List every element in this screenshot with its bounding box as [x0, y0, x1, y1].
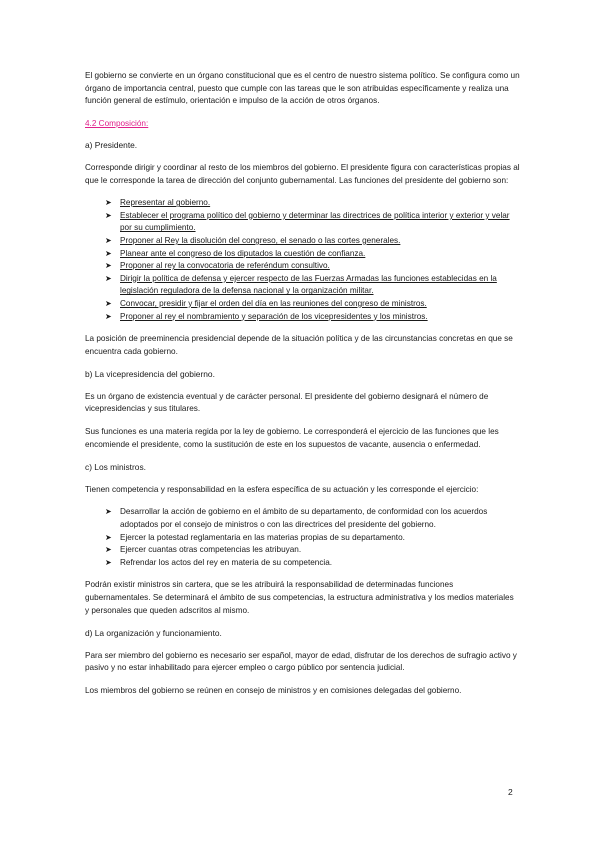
list-item: ➤ Convocar, presidir y fijar el orden del día en las reuniones del congreso de ministros.	[105, 298, 520, 311]
subsection-d-text-2: Los miembros del gobierno se reúnen en consejo de ministros y en comisiones delegadas del gobierno.	[85, 685, 462, 695]
list-item: ➤ Proponer al Rey la disolución del congreso, el senado o las cortes generales.	[105, 235, 520, 248]
list-item: ➤ Dirigir la política de defensa y ejercer respecto de las Fuerzas Armadas las funciones establecidas en la legislación reguladora de la defensa nacional y la organización militar.	[105, 273, 497, 296]
minister-functions-list	[85, 506, 520, 569]
subsection-a-title: a) Presidente.	[85, 140, 138, 151]
arrow-bullet-icon: ➤	[105, 273, 112, 283]
subsection-a-text: Corresponde dirigir y coordinar al resto de los miembros del gobierno. El presidente figura con características propias al que le corresponde la tarea de dirección del conjunto gubernamental. Las funciones del presidente del gobierno son:	[85, 162, 520, 185]
subsection-a-after: La posición de preeminencia presidencial depende de la situación política y de las circunstancias concretas en que se encuentra cada gobierno.	[85, 334, 513, 356]
subsection-b-text-1: Es un órgano de existencia eventual y de carácter personal. El presidente del gobierno designará el número de vicepresidencias y sus titulares.	[85, 391, 489, 414]
arrow-bullet-icon: ➤	[105, 557, 112, 567]
subsection-b-title: b) La vicepresidencia del gobierno.	[85, 369, 215, 380]
section-title: 4.2 Composición:	[85, 118, 149, 128]
list-item: ➤ Proponer al rey el nombramiento y separación de los vicepresidentes y los ministros.	[105, 311, 520, 324]
page-content	[85, 70, 520, 708]
list-item: ➤ Proponer al rey la convocatoria de referéndum consultivo.	[105, 260, 520, 273]
arrow-bullet-icon: ➤	[105, 507, 112, 517]
arrow-bullet-icon: ➤	[105, 261, 112, 271]
arrow-bullet-icon: ➤	[105, 311, 112, 321]
list-item: ➤ Establecer el programa político del gobierno y determinar las directrices de política interior y exterior y velar por su cumplimiento.	[105, 210, 510, 233]
intro-paragraph: El gobierno se convierte en un órgano constitucional que es el centro de nuestro sistema político. Se configura como un órgano de importancia central, puesto que cumple con las tareas que le son atribuidas específicamente y realiza una función general de estímulo, orientación e impulso de la acción de otros órganos.	[85, 71, 520, 106]
arrow-bullet-icon: ➤	[105, 210, 112, 220]
arrow-bullet-icon: ➤	[105, 248, 112, 258]
list-item: ➤ Ejercer cuantas otras competencias les atribuyan.	[105, 544, 520, 557]
list-item: ➤ Desarrollar la acción de gobierno en el ámbito de su departamento, de conformidad con los acuerdos adoptados por el consejo de ministros o con las directrices del presidente del gobierno.	[105, 507, 488, 530]
subsection-c-title: c) Los ministros.	[85, 462, 146, 473]
list-item: ➤ Ejercer la potestad reglamentaria en las materias propias de su departamento.	[105, 532, 520, 545]
list-item: ➤ Representar al gobierno.	[105, 197, 520, 210]
arrow-bullet-icon: ➤	[105, 545, 112, 555]
subsection-c-after: Podrán existir ministros sin cartera, que se les atribuirá la responsabilidad de determinadas funciones gubernamentales. Se determinará el ámbito de sus competencias, la estructura administrativa y los medios materiales y personales que queden adscritos al mismo.	[85, 580, 514, 615]
subsection-c-text: Tienen competencia y responsabilidad en la esfera específica de su actuación y les corresponde el ejercicio:	[85, 484, 479, 494]
arrow-bullet-icon: ➤	[105, 532, 112, 542]
page-number: 2	[508, 787, 513, 797]
arrow-bullet-icon: ➤	[105, 198, 112, 208]
list-item: ➤ Planear ante el congreso de los diputados la cuestión de confianza.	[105, 248, 520, 261]
subsection-d-title: d) La organización y funcionamiento.	[85, 628, 222, 639]
list-item: ➤ Refrendar los actos del rey en materia de su competencia.	[105, 557, 520, 570]
subsection-d-text-1: Para ser miembro del gobierno es necesario ser español, mayor de edad, disfrutar de los derechos de sufragio activo y pasivo y no estar inhabilitado para ejercer empleo o cargo público por sentencia judicial.	[85, 650, 517, 673]
subsection-b-text-2: Sus funciones es una materia regida por la ley de gobierno. Le corresponderá el ejercicio de las funciones que les encomiende el presidente, como la sustitución de este en los supuestos de vacante, ausencia o enfermedad.	[85, 427, 499, 449]
president-functions-list	[85, 197, 520, 323]
arrow-bullet-icon: ➤	[105, 298, 112, 308]
arrow-bullet-icon: ➤	[105, 235, 112, 245]
